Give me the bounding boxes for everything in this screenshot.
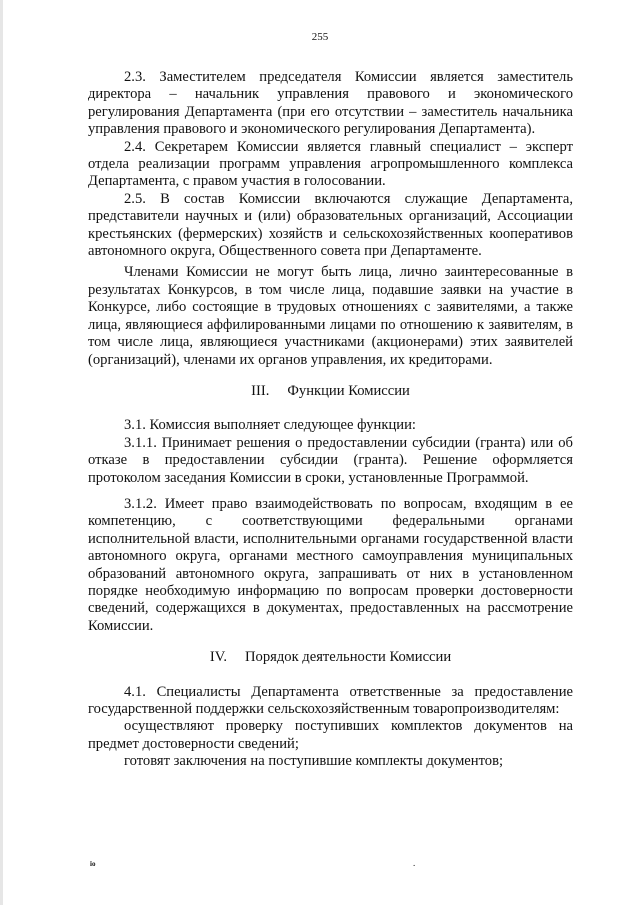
paragraph-3-1: 3.1. Комиссия выполняет следующее функции:	[124, 417, 416, 434]
paragraph-3-1-2: 3.1.2. Имеет право взаимодействовать по вопросам, входящим в ее компетенцию, с соответствующими федеральными органами исполнительной власти, исполнительными органами государственной власти автономного округа, органами местного самоуправления муниципальных образований автономного округа, запрашивать от них в установленном порядке необходимую информацию по вопросам проверки достоверности сведений, содержащихся в документах, предоставленных на рассмотрение Комиссии.	[88, 495, 573, 634]
section-3-number: III.	[251, 382, 270, 399]
section-3-title: Функции Комиссии	[287, 382, 410, 399]
section-3-heading	[88, 383, 573, 400]
section-4-heading	[88, 649, 573, 666]
paragraph-4-1-prepare: готовят заключения на поступившие комплекты документов;	[124, 753, 504, 770]
document-body	[88, 69, 573, 771]
page-number: 255	[311, 31, 329, 43]
paragraph-4-1: 4.1. Специалисты Департамента ответственные за предоставление государственной поддержки сельскохозяйственным товаропроизводителям:	[88, 683, 573, 717]
paragraph-3-1-1: 3.1.1. Принимает решения о предоставлении субсидии (гранта) или об отказе в предоставлении субсидии (гранта). Решение оформляется протоколом заседания Комиссии в сроки, установленные Программой.	[88, 434, 573, 486]
footer-mark-left: io	[90, 860, 96, 868]
paragraph-2-5: 2.5. В состав Комиссии включаются служащие Департамента, представители научных и (или) образовательных организаций, Ассоциации крестьянских (фермерских) хозяйств и сельскохозяйственных кооперативов автономного округа, Общественного совета при Департаменте.	[88, 190, 573, 260]
paragraph-2-4: 2.4. Секретарем Комиссии является главный специалист – эксперт отдела реализации программ управления агропромышленного комплекса Департамента, с правом участия в голосовании.	[88, 138, 573, 190]
paragraph-members: Членами Комиссии не могут быть лица, лично заинтересованные в результатах Конкурсов, в том числе лица, подавшие заявки на участие в Конкурсе, либо состоящие в трудовых отношениях с заявителями, а также лица, являющиеся аффилированными лицами по отношению к заявителям, в том числе лица, являющиеся участниками (акционерами) этих заявителей (организаций), членами их органов управления, их кредиторами.	[88, 264, 573, 368]
scan-edge	[0, 0, 3, 905]
section-4-title: Порядок деятельности Комиссии	[245, 649, 452, 666]
paragraph-4-1-check: осуществляют проверку поступивших комплектов документов на предмет достоверности сведений;	[88, 718, 573, 752]
paragraph-2-3: 2.3. Заместителем председателя Комиссии является заместитель директора – начальник управления правового и экономического регулирования Департамента (при его отсутствии – заместитель начальника управления правового и экономического регулирования Департамента).	[88, 69, 573, 138]
footer-mark-right: .	[413, 858, 416, 868]
section-4-number: IV.	[209, 649, 227, 666]
